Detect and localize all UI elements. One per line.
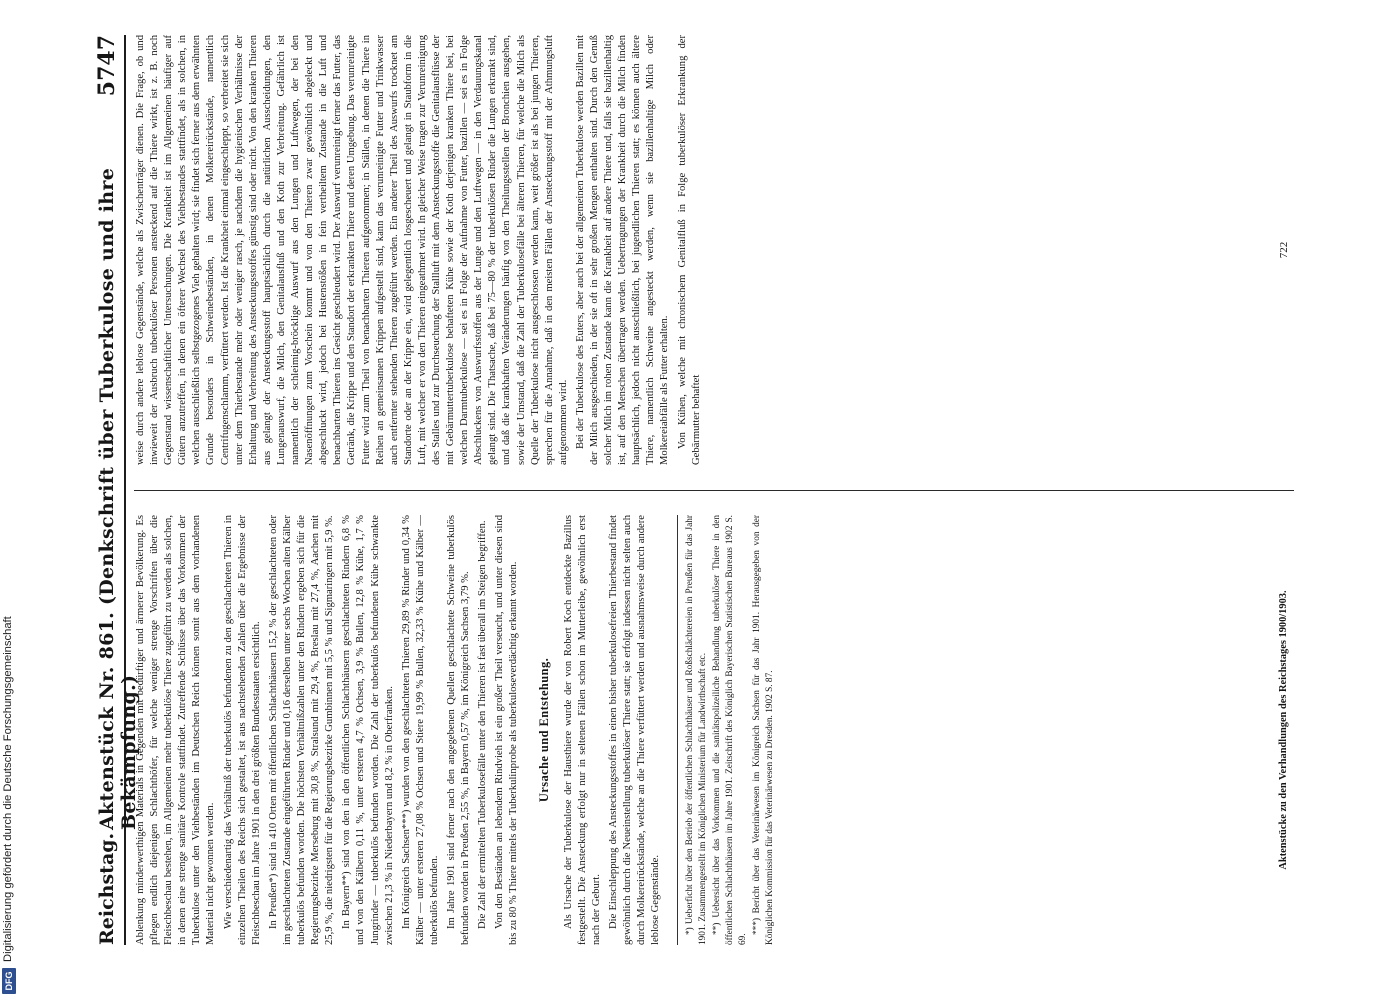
footnote: **) Uebersicht über das Vorkommen und die sanitätspolizeiliche Behandlung tuberkulöser Thiere in den öffentlichen Schlachthäusern im Jahre 1901. Zeitschrift des Königlich Bayerischen Statistischen Bureaus 1902 S. 69. (712, 515, 748, 945)
paragraph: Ablenkung minderwerthigen Materials in Gegenden mit bedürftiger und ärmerer Bevölkerung. Es pflegen endlich diejenigen Schlachthöfer, für welche weniger strenge Vorschriften über die Fleischbeschau bestehen, im Allgemeinen mehr tuberkulöse Thiere zugeführt zu werden als solchen, in denen eine strenge sanitäre Kontrole stattfindet. Zutreffende Schlüsse über das Vorkommen der Tuberkulose unter den Viehbeständen im Deutschen Reich können somit aus dem vorhandenen Material nicht gewonnen werden. (135, 515, 217, 945)
section-heading: Ursache und Entstehung. (537, 657, 552, 803)
paragraph: Von Kühen, welche mit chronischem Genitalfluß in Folge tuberkulöser Erkrankung der Gebärmutter behaftet (676, 35, 702, 465)
journal-name: Reichstag. (96, 832, 118, 945)
dfg-credit-text: Digitalisierung gefördert durch die Deutsche Forschungsgemeinschaft (2, 616, 14, 962)
document-sheet (90, 35, 1305, 945)
paragraph: Im Königreich Sachsen***) wurden von den geschlachteten Thieren 29,89 % Rinder und 0,34 % Kälber — unter ersteren 27,08 % Ochsen und Stiere 19,99 % Bullen, 32,33 % Kühe und Kälber — tuberkulös befunden. (400, 515, 440, 945)
left-column (134, 515, 778, 945)
document-title: Aktenstück Nr. 861. (Denkschrift über Tuberkulose und ihre Bekämpfung.) (96, 167, 140, 830)
page-number: 5747 (94, 35, 120, 97)
footnote: *) Ueberficht über den Betrieb der öffentlichen Schlachthäuser und Roßschlächtereien in Preußen für das Jahr 1901. Zusammengestellt im Königlichen Ministerium für Landwirthschaft etc. (685, 515, 708, 945)
paragraph: In Preußen*) sind in 410 Orten mit öffentlichen Schlachthäusern 15,2 % der geschlachteten oder im geschlachteten Zustande eingeführten Rinder und 0,16 derselben unter sechs Wochen alten Kälber tuberkulös befunden worden. Die höchsten Verhältnißzahlen unter den Rindern ergeben sich für die Regierungsbezirke Merseburg mit 30,8 %, Stralsund mit 29,4 %, Breslau mit 27,4 %, Aachen mit 25,9 %, die niedrigsten für die Regierungsbezirke Gumbinnen mit 5,5 % und Sigmaringen mit 5,9 %. (267, 515, 336, 945)
right-column (134, 35, 707, 465)
dfg-logo: DFG (2, 968, 16, 994)
folio-number: 722 (1278, 241, 1290, 259)
paragraph: In Bayern**) sind von den in den öffentlichen Schlachthäusern geschlachteten Rindern 6,8 % und von den Kälbern 0,11 %, unter ersteren 4,7 % Ochsen, 3,9 % Bullen, 12,8 % Kühe, 1,7 % Jungrinder — tuberkulös befunden worden. Die Zahl der tuberkulös befundenen Kühe schwankte zwischen 21,3 % in Niederbayern und 8,2 % in Oberfranken. (341, 515, 395, 945)
paragraph: Im Jahre 1901 sind ferner nach den angegebenen Quellen geschlachtete Schweine tuberkulös befunden worden in Preußen 2,55 %, in Bayern 0,57 %, im Königreich Sachsen 3,79 %. (445, 515, 472, 945)
column-divider (134, 490, 1294, 491)
paragraph: Von den Beständen an lebendem Rindvieh ist ein großer Theil verseucht, und unter diesen sind bis zu 80 % Thiere mittels der Tuberkulinprobe als tuberkuloseverdächtig erkannt worden. (494, 515, 520, 945)
paragraph: Als Ursache der Tuberkulose der Hausthiere wurde der von Robert Koch entdeckte Bazillus festgestellt. Die Ansteckung erfolgt nur in seltenen Fällen schon im Mutterleibe, gewöhnlich erst nach der Geburt. (562, 515, 602, 945)
paragraph: weise durch andere leblose Gegenstände, welche als Zwischenträger dienen. Die Frage, ob und inwieweit der Ausbruch tuberkulöser Personen ansteckend auf die Thiere wirkt, ist z. B. noch Gegenstand wissenschaftlicher Untersuchungen. Die Krankheit ist im Allgemeinen häufiger auf Gütern anzutreffen, in denen ein öfterer Wechsel des Viehbestandes stattfindet, als in solchen, in welchen ausschließlich selbstgezogenes Vieh gehalten wird; sie findet sich ferner aus dem erwähnten Grunde besonders in Schweinebeständen, in denen Molkereirückstände, namentlich Centrifugenschlamm, verfüttert werden. Ist die Krankheit einmal eingeschleppt, so verbreitet sie sich unter dem Thierbestande mehr oder weniger rasch, je nachdem die hygienischen Verhältnisse der Erhaltung und Verbreitung des Ansteckungsstoffes günstig sind oder nicht. Von den kranken Thieren aus gelangt der Ansteckungsstoff hauptsächlich durch die natürlichen Ausscheidungen, den Lungenauswurf, die Milch, den Genitalausfluß und den Koth zur Verbreitung. Gefährlich ist namentlich der schleimig-bröcklige Auswurf aus den Lungen und Luftwegen, der bei den Nasenöffnungen zum Vorschein kommt und von den Thieren zwar gewöhnlich abgeleckt und abgeschluckt wird, jedoch bei Hustenstößen in fein vertheiltem Zustande in die Luft und benachbarten Thieren ins Gesicht geschleudert wird. Der Auswurf verunreinigt ferner das Futter, das Getränk, die Krippe und den Standort der erkrankten Thiere und deren Umgebung. Das verunreinigte Futter wird zum Theil von benachbarten Thieren aufgenommen; in Ställen, in denen die Thiere in Reihen an gemeinsamen Krippen aufgestellt sind, kann das verunreinigte Futter und Trinkwasser auch entfernter stehenden Thieren zugeführt werden. Ein anderer Theil des Auswurfs trocknet am Standorte oder an der Krippe ein, wird gelegentlich losgescheuert und gelangt in Staubform in die Luft, mit welcher er von den Thieren eingeathmet wird. In gleicher Weise tragen zur Verunreinigung des Stalles und zur Durchseuchung der Stallluft mit dem Ansteckungsstoffe die Genitalausflüsse der mit Gebärmuttertuberkulose behafteten Kühe sowie der Koth derjenigen kranken Thiere bei, bei welchen Darmtuberkulose — sei es in Folge der Aufnahme von Futter, bazillen — sei es in Folge Abschluckens von Auswurfsstoffen aus der Lunge und den Luftwegen — in den Verdauungskanal gelangt sind. Die Thatsache, daß bei 75—80 % der tuberkulösen Rinder die Lungen erkrankt sind, und daß die krankhaften Veränderungen häufig von den Theilungsstellen der Bronchien ausgehen, sowie der Umstand, daß die Zahl der Tuberkulosefälle bei älteren Thieren, für welche die Milch als Quelle der Tuberkulose nicht ausgeschlossen werden kann, weit größer ist als bei jungen Thieren, sprechen für die Annahme, daß in den meisten Fällen der Ansteckungsstoff mit der Athmungsluft aufgenommen wird. (135, 35, 569, 465)
paragraph: Bei der Tuberkulose des Euters, aber auch bei der allgemeinen Tuberkulose werden Bazillen mit der Milch ausgeschieden, in der sie oft in sehr großen Mengen enthalten sind. Durch den Genuß solcher Milch im rohen Zustande kann die Krankheit auf andere Thiere und, falls sie bazillenhaltig ist, auf den Menschen übertragen werden. Uebertragungen der Krankheit durch die Milch finden hauptsächlich, jedoch nicht ausschließlich, bei jugendlichen Thieren statt; es können auch ältere Thiere, namentlich Schweine angesteckt werden, wenn sie bazillenhaltige Milch oder Molkereiabfälle als Futter erhalten. (574, 35, 671, 465)
running-header (90, 35, 140, 945)
footer-line: Aktenstücke zu den Verhandlungen des Reichstages 1900/1903. (1278, 590, 1289, 870)
paragraph: Die Einschleppung des Ansteckungsstoffes in einen bisher tuberkulosefreien Thierbestand findet gewöhnlich durch die Neueinstellung tuberkulöser Thiere statt; sie erfolgt indessen nicht selten auch durch Molkereirückstände, welche an die Thiere verfüttert werden und ausnahmsweise durch andere leblose Gegenstände. (607, 515, 662, 945)
footnotes (677, 515, 776, 945)
paragraph: Die Zahl der ermittelten Tuberkulosefälle unter den Thieren ist fast überall im Steigen begriffen. (477, 520, 489, 929)
footnote: ***) Bericht über das Veterinärwesen im Königreich Sachsen für das Jahr 1901. Herausgegeben von der Königlichen Kommission für das Veterinärwesen zu Dresden. 1902 S. 87. (752, 515, 775, 945)
paragraph: Wie verschiedenartig das Verhältniß der tuberkulös befundenen zu den geschlachteten Thieren in einzelnen Theilen des Reichs sich gestaltet, ist aus nachstehenden Zahlen über die Ergebnisse der Fleischbeschau im Jahre 1901 in den drei größten Bundesstaaten ersichtlich. (222, 515, 262, 945)
